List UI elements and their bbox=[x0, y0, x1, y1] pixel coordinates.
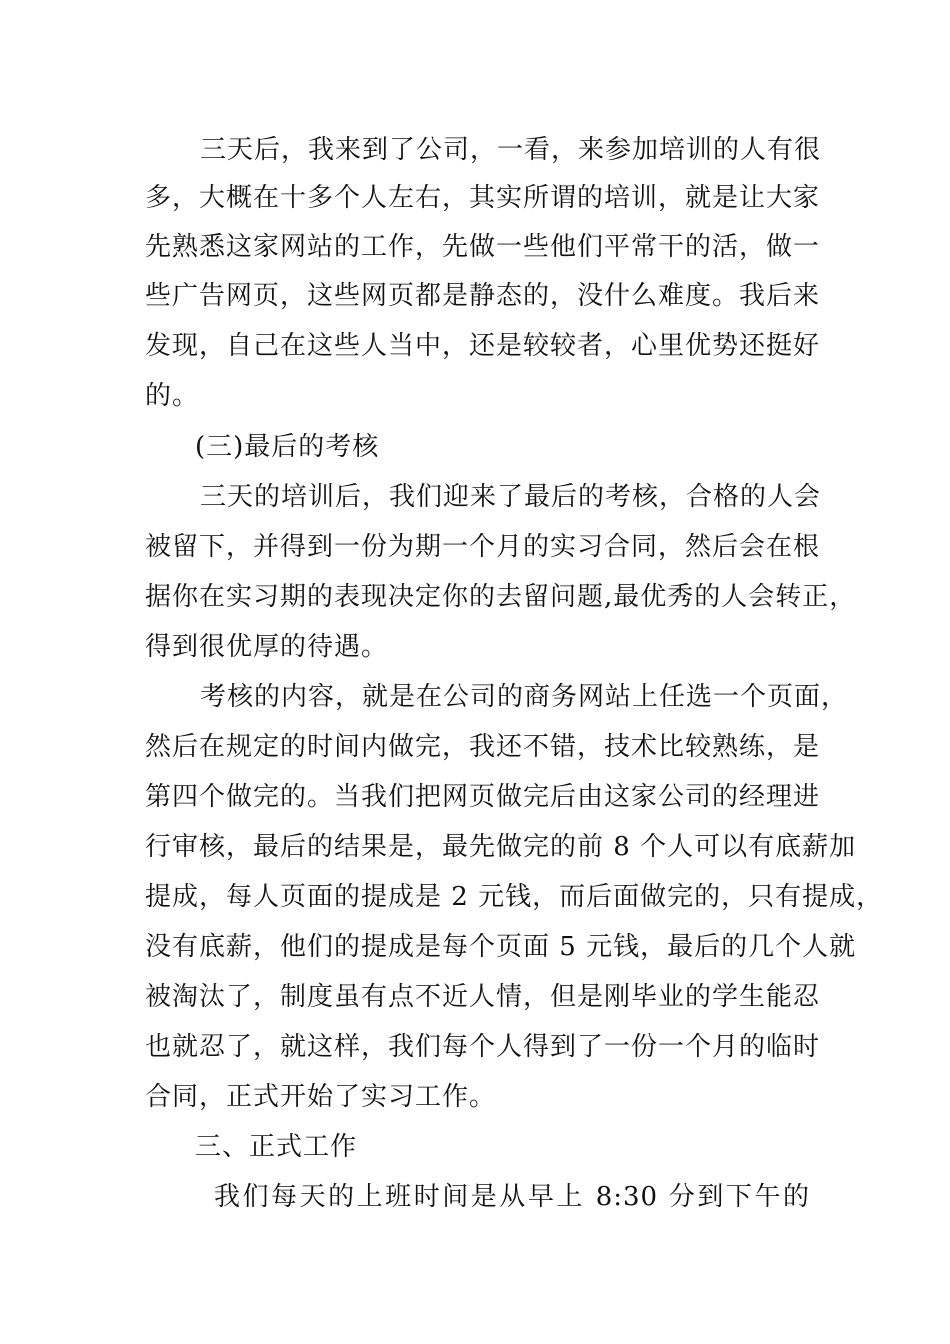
section-heading-3: (三)最后的考核 bbox=[195, 432, 380, 462]
paragraph-2-line-1: 三天的培训后，我们迎来了最后的考核，合格的人会 bbox=[200, 482, 822, 512]
paragraph-1-line-2: 多，大概在十多个人左右，其实所谓的培训，就是让大家 bbox=[145, 183, 821, 213]
paragraph-3-line-9: 合同，正式开始了实习工作。 bbox=[145, 1082, 497, 1112]
paragraph-3-line-2: 然后在规定的时间内做完，我还不错，技术比较熟练，是 bbox=[145, 732, 821, 762]
paragraph-1-line-5: 发现，自己在这些人当中，还是较较者，心里优势还挺好 bbox=[145, 331, 821, 361]
paragraph-1-line-4: 些广告网页，这些网页都是静态的，没什么难度。我后来 bbox=[145, 281, 821, 311]
section-heading-formal-work: 三、正式工作 bbox=[195, 1132, 358, 1162]
paragraph-2-line-4: 得到很优厚的待遇。 bbox=[145, 632, 389, 662]
paragraph-3-line-4: 行审核，最后的结果是，最先做完的前 8 个人可以有底薪加 bbox=[145, 832, 857, 862]
paragraph-1-line-3: 先熟悉这家网站的工作，先做一些他们平常干的活，做一 bbox=[145, 232, 821, 262]
paragraph-3-line-5: 提成，每人页面的提成是 2 元钱，而后面做完的，只有提成， bbox=[145, 882, 884, 912]
paragraph-3-line-7: 被淘汰了，制度虽有点不近人情，但是刚毕业的学生能忍 bbox=[145, 982, 821, 1012]
paragraph-1-line-6: 的。 bbox=[145, 381, 200, 411]
paragraph-3-line-8: 也就忍了，就这样，我们每个人得到了一份一个月的临时 bbox=[145, 1032, 821, 1062]
paragraph-2-line-3: 据你在实习期的表现决定你的去留问题,最优秀的人会转正， bbox=[145, 582, 857, 612]
paragraph-1-line-1: 三天后，我来到了公司，一看，来参加培训的人有很 bbox=[200, 135, 822, 165]
paragraph-4-line-1: 我们每天的上班时间是从早上 8:30 分到下午的 bbox=[214, 1182, 810, 1212]
paragraph-3-line-1: 考核的内容，就是在公司的商务网站上任选一个页面， bbox=[200, 682, 849, 712]
paragraph-3-line-6: 没有底薪，他们的提成是每个页面 5 元钱，最后的几个人就 bbox=[145, 932, 857, 962]
paragraph-3-line-3: 第四个做完的。当我们把网页做完后由这家公司的经理进 bbox=[145, 782, 821, 812]
paragraph-2-line-2: 被留下，并得到一份为期一个月的实习合同，然后会在根 bbox=[145, 532, 821, 562]
